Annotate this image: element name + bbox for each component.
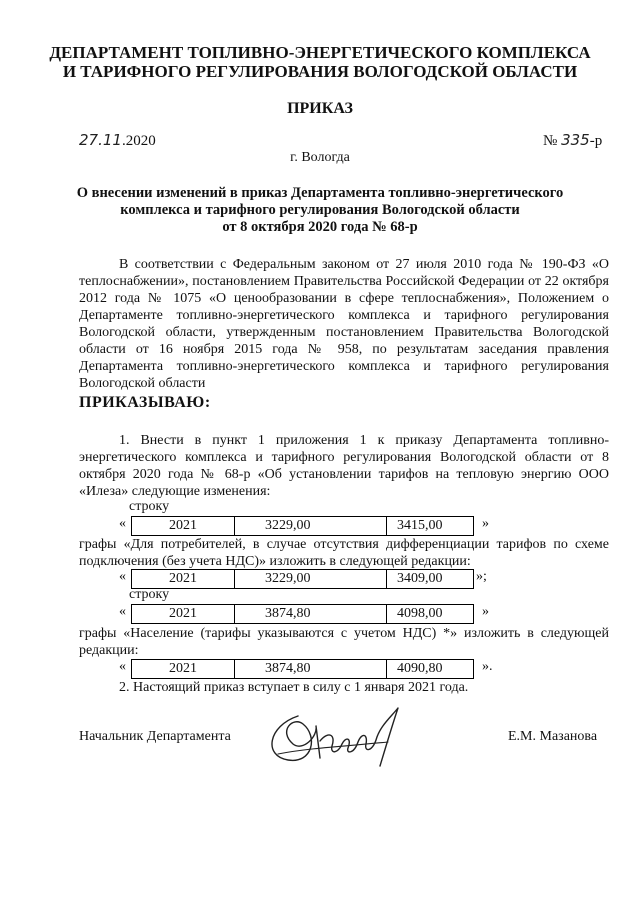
stroku-label-2: строку [129, 587, 170, 602]
tariff-cells [131, 659, 474, 679]
value-cell-1: 3874,80 [235, 660, 387, 678]
year-cell: 2021 [132, 570, 235, 588]
tariff-cells [131, 604, 474, 624]
number-prefix: № [543, 133, 558, 149]
department-line-2: И ТАРИФНОГО РЕГУЛИРОВАНИЯ ВОЛОГОДСКОЙ ОБЛАСТИ [62, 62, 578, 81]
quote-close: ». [482, 659, 493, 674]
subject-line-1: О внесении изменений в приказ Департамента топливно-энергетического [76, 185, 564, 201]
order-number [543, 131, 602, 150]
table-row [79, 516, 619, 535]
quote-open: « [119, 516, 126, 531]
date-year: .2020 [121, 133, 156, 149]
subject-line-2: комплекса и тарифного регулирования Вологодской области [120, 202, 520, 218]
table-row [79, 604, 619, 623]
date-handwritten: 27.11 [79, 131, 122, 149]
value-cell-1: 3229,00 [235, 570, 387, 588]
item-1-intro: 1. Внести в пункт 1 приложения 1 к приказу Департамента топливно-энергетического комплекса и тарифного регулирования Вологодской области от 8 октября 2020 года № 68-р «Об установлении тарифов на тепловую энергию ООО «Илеза» следующие изменения: [79, 433, 609, 499]
number-suffix: -р [589, 133, 603, 149]
item-2: 2. Настоящий приказ вступает в силу с 1 января 2021 года. [119, 680, 469, 695]
value-cell-2: 3415,00 [397, 518, 443, 533]
quote-open: « [119, 659, 126, 674]
value-cell-2: 3409,00 [397, 571, 443, 586]
year-cell: 2021 [132, 517, 235, 535]
year-cell: 2021 [132, 660, 235, 678]
quote-close: »; [476, 569, 487, 584]
value-cell-1: 3229,00 [235, 517, 387, 535]
signatory-name: Е.М. Мазанова [508, 729, 598, 744]
department-name [0, 43, 640, 81]
preamble-paragraph: В соответствии с Федеральным законом от 27 июля 2010 года № 190-ФЗ «О теплоснабжении», постановлением Правительства Российской Федерации от 22 октября 2012 года № 1075 «О ценообразовании в сфере теплоснабжения», Положением о Департаменте топливно-энергетического комплекса и тарифного регулирования Вологодской области, утвержденным постановлением Правительства Вологодской области от 16 ноября 2015 года № 958, по результатам заседания правления Департамента топливно-энергетического комплекса и тарифного регулирования Вологодской области [79, 257, 609, 391]
order-subject [0, 185, 640, 236]
command-heading: ПРИКАЗЫВАЮ: [79, 394, 211, 411]
value-cell-2: 4090,80 [397, 661, 443, 676]
value-cell-2: 4098,00 [397, 606, 443, 621]
value-cell-1: 3874,80 [235, 605, 387, 623]
signatory-position: Начальник Департамента [79, 729, 231, 744]
number-handwritten: 335 [561, 131, 590, 149]
order-date [79, 131, 156, 150]
table-row [79, 569, 619, 588]
city: г. Вологда [290, 150, 350, 165]
handwritten-signature [258, 696, 418, 776]
quote-close: » [482, 516, 489, 531]
subject-line-3: от 8 октября 2020 года № 68-р [222, 219, 418, 235]
year-cell: 2021 [132, 605, 235, 623]
quote-close: » [482, 604, 489, 619]
doc-type-title: ПРИКАЗ [287, 100, 353, 117]
department-line-1: ДЕПАРТАМЕНТ ТОПЛИВНО-ЭНЕРГЕТИЧЕСКОГО КОМПЛЕКСА [49, 43, 591, 62]
graph-text-2: графы «Население (тарифы указываются с учетом НДС) *» изложить в следующей редакции: [79, 626, 609, 658]
quote-open: « [119, 569, 126, 584]
stroku-label-1: строку [129, 499, 170, 514]
quote-open: « [119, 604, 126, 619]
table-row [79, 659, 619, 678]
tariff-cells [131, 569, 474, 589]
graph-text-1: графы «Для потребителей, в случае отсутствия дифференциации тарифов по схеме подключения (без учета НДС)» изложить в следующей редакции: [79, 537, 609, 569]
tariff-cells [131, 516, 474, 536]
